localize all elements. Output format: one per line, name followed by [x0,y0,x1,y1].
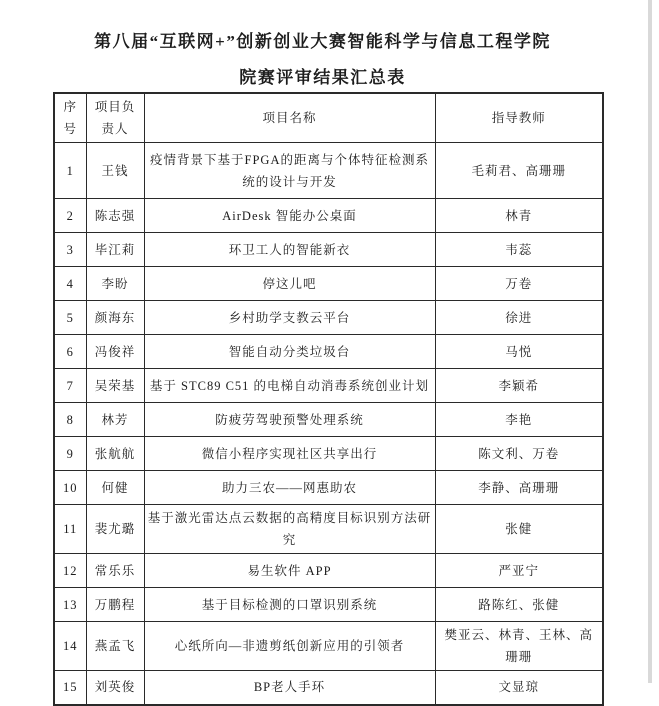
advisor-cell: 张健 [435,505,603,554]
table-row [54,403,603,437]
advisor-cell: 路陈红、张健 [435,588,603,622]
table-row [54,471,603,505]
header-project-name: 项目名称 [144,93,435,143]
project-leader-cell: 刘英俊 [86,671,144,705]
serial-number-cell: 8 [54,403,86,437]
header-project-leader: 项目负责人 [86,93,144,143]
table-body [54,143,603,705]
advisor-cell: 韦蕊 [435,233,603,267]
advisor-cell: 李静、高珊珊 [435,471,603,505]
project-name-cell: 基于 STC89 C51 的电梯自动消毒系统创业计划 [144,369,435,403]
project-name-cell: 防疲劳驾驶预警处理系统 [144,403,435,437]
serial-number-cell: 15 [54,671,86,705]
project-leader-cell: 张航航 [86,437,144,471]
project-name-cell: 助力三农——网惠助农 [144,471,435,505]
project-leader-cell: 毕江莉 [86,233,144,267]
serial-number-cell: 10 [54,471,86,505]
serial-number-cell: 9 [54,437,86,471]
project-leader-cell: 何健 [86,471,144,505]
advisor-cell: 李颖希 [435,369,603,403]
table-row [54,267,603,301]
advisor-cell: 林青 [435,199,603,233]
advisor-cell: 毛莉君、高珊珊 [435,143,603,199]
table-row [54,622,603,671]
project-leader-cell: 颜海东 [86,301,144,335]
advisor-cell: 李艳 [435,403,603,437]
advisor-cell: 严亚宁 [435,554,603,588]
project-name-cell: 基于目标检测的口罩识别系统 [144,588,435,622]
project-name-cell: 停这儿吧 [144,267,435,301]
document-title-line2: 院赛评审结果汇总表 [239,68,406,87]
table-row [54,554,603,588]
advisor-cell: 万卷 [435,267,603,301]
table-row [54,505,603,554]
project-name-cell: 智能自动分类垃圾台 [144,335,435,369]
advisor-cell: 陈文利、万卷 [435,437,603,471]
serial-number-cell: 13 [54,588,86,622]
project-leader-cell: 裴尤璐 [86,505,144,554]
project-leader-cell: 冯俊祥 [86,335,144,369]
table-row [54,369,603,403]
project-name-cell: AirDesk 智能办公桌面 [144,199,435,233]
serial-number-cell: 6 [54,335,86,369]
document-title [0,24,645,96]
project-leader-cell: 李盼 [86,267,144,301]
project-name-cell: BP老人手环 [144,671,435,705]
results-table [53,92,604,706]
project-leader-cell: 陈志强 [86,199,144,233]
project-name-cell: 疫情背景下基于FPGA的距离与个体特征检测系统的设计与开发 [144,143,435,199]
project-leader-cell: 常乐乐 [86,554,144,588]
table-row [54,588,603,622]
project-leader-cell: 万鹏程 [86,588,144,622]
project-name-cell: 微信小程序实现社区共享出行 [144,437,435,471]
project-leader-cell: 王钱 [86,143,144,199]
table-row [54,233,603,267]
header-serial-number: 序号 [54,93,86,143]
serial-number-cell: 11 [54,505,86,554]
document-title-line1: 第八届“互联网+”创新创业大赛智能科学与信息工程学院 [94,32,551,51]
scan-page-edge [648,0,652,683]
project-name-cell: 乡村助学支教云平台 [144,301,435,335]
project-name-cell: 易生软件 APP [144,554,435,588]
table-row [54,335,603,369]
table-row [54,437,603,471]
table-row [54,199,603,233]
serial-number-cell: 5 [54,301,86,335]
serial-number-cell: 1 [54,143,86,199]
project-name-cell: 心纸所向—非遗剪纸创新应用的引领者 [144,622,435,671]
serial-number-cell: 3 [54,233,86,267]
serial-number-cell: 4 [54,267,86,301]
advisor-cell: 文显琼 [435,671,603,705]
table-header-row [54,93,603,143]
header-advisor: 指导教师 [435,93,603,143]
serial-number-cell: 14 [54,622,86,671]
advisor-cell: 马悦 [435,335,603,369]
project-leader-cell: 林芳 [86,403,144,437]
project-name-cell: 基于激光雷达点云数据的高精度目标识别方法研究 [144,505,435,554]
project-leader-cell: 燕孟飞 [86,622,144,671]
table-row [54,143,603,199]
serial-number-cell: 2 [54,199,86,233]
advisor-cell: 樊亚云、林青、王林、高珊珊 [435,622,603,671]
project-name-cell: 环卫工人的智能新衣 [144,233,435,267]
serial-number-cell: 7 [54,369,86,403]
table-row [54,671,603,705]
table-row [54,301,603,335]
serial-number-cell: 12 [54,554,86,588]
project-leader-cell: 吴荣基 [86,369,144,403]
advisor-cell: 徐进 [435,301,603,335]
